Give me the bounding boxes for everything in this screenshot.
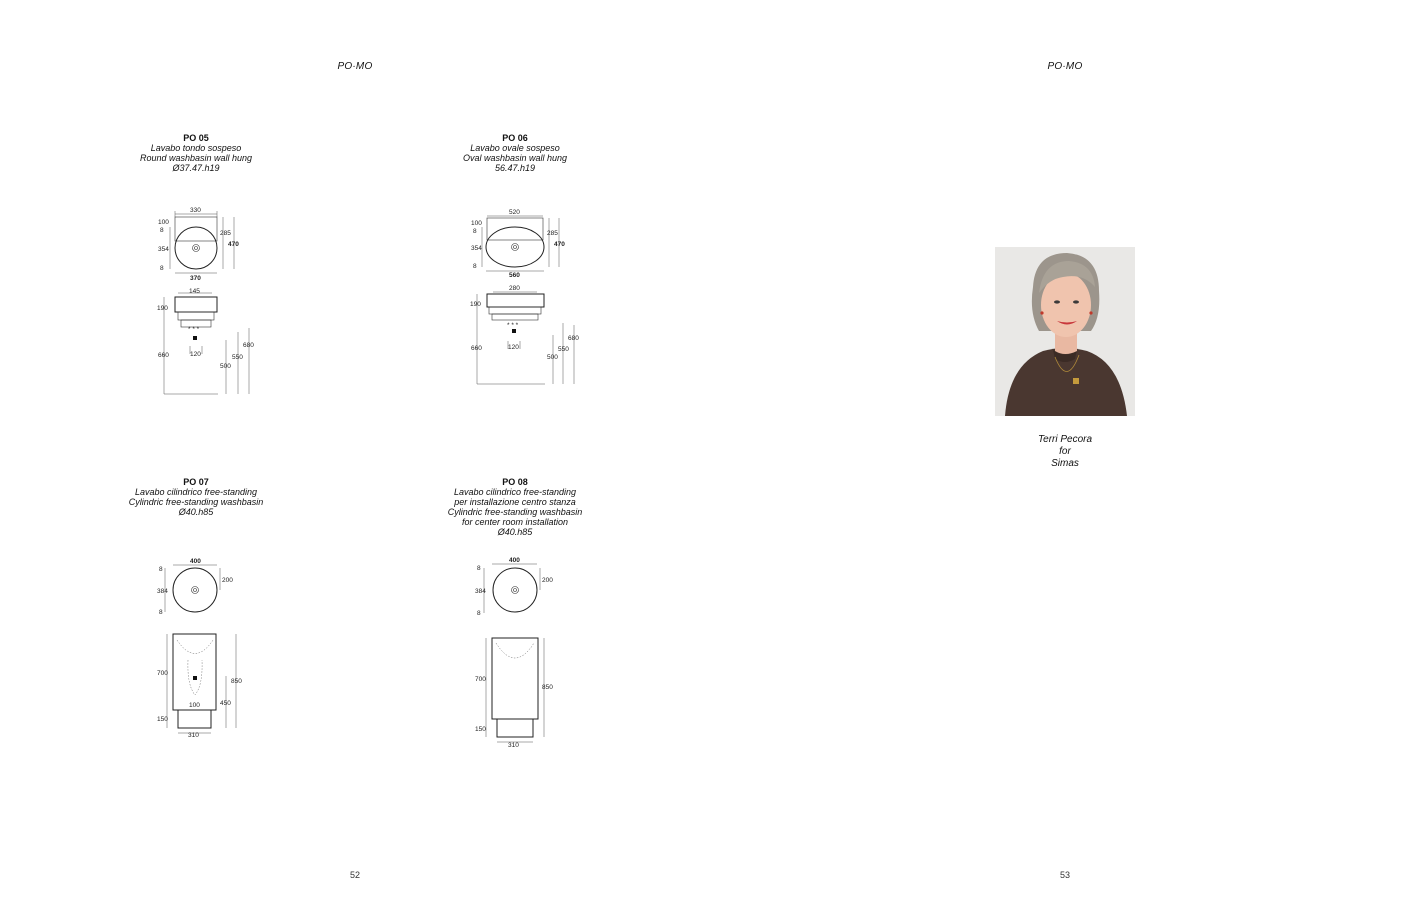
product-description-it-1: Lavabo cilindrico free-standing [453, 487, 577, 497]
product-code: PO 06 [502, 133, 528, 143]
svg-text:384: 384 [157, 588, 168, 595]
svg-text:660: 660 [471, 345, 482, 352]
svg-text:400: 400 [190, 558, 201, 565]
svg-text:8: 8 [159, 566, 163, 573]
product-description-it: Lavabo ovale sospeso [470, 143, 560, 153]
svg-text:8: 8 [477, 610, 481, 617]
svg-text:470: 470 [228, 241, 239, 248]
product-po08-title-block [405, 477, 625, 537]
svg-text:120: 120 [190, 351, 201, 358]
svg-text:500: 500 [220, 363, 231, 370]
svg-text:190: 190 [470, 301, 481, 308]
page-header: PO·MO [1047, 61, 1083, 72]
svg-text:200: 200 [542, 577, 553, 584]
svg-text:310: 310 [188, 732, 199, 739]
svg-text:8: 8 [477, 565, 481, 572]
po07-technical-drawing [150, 555, 260, 745]
svg-text:280: 280 [509, 285, 520, 292]
dim-label: 330 [190, 207, 201, 214]
svg-text:660: 660 [158, 352, 169, 359]
product-description-en: Round washbasin wall hung [139, 153, 253, 163]
right-page [710, 0, 1420, 904]
svg-text:500: 500 [547, 354, 558, 361]
svg-text:200: 200 [222, 577, 233, 584]
svg-text:470: 470 [554, 241, 565, 248]
page-number: 52 [350, 870, 361, 880]
product-description-en: Cylindric free-standing washbasin [128, 497, 264, 507]
svg-text:* * *: * * * [507, 322, 519, 329]
po06-technical-drawing [465, 205, 585, 390]
svg-text:450: 450 [220, 700, 231, 707]
svg-text:8: 8 [159, 609, 163, 616]
svg-text:520: 520 [509, 209, 520, 216]
product-description-en-1: Cylindric free-standing washbasin [447, 507, 583, 517]
product-code: PO 05 [183, 133, 209, 143]
product-dimensions: Ø40.h85 [497, 527, 533, 537]
product-dimensions: Ø37.47.h19 [172, 163, 220, 173]
svg-text:370: 370 [190, 275, 201, 282]
product-description-it: Lavabo tondo sospeso [150, 143, 242, 153]
svg-text:100: 100 [189, 702, 200, 709]
svg-text:850: 850 [542, 684, 553, 691]
po05-technical-drawing [150, 200, 270, 400]
designer-portrait-photo [995, 247, 1135, 416]
designer-name: Terri Pecora [1037, 434, 1093, 445]
product-description-it: Lavabo cilindrico free-standing [134, 487, 258, 497]
product-dimensions: 56.47.h19 [494, 163, 536, 173]
svg-text:680: 680 [568, 335, 579, 342]
product-description-en-2: for center room installation [461, 517, 569, 527]
svg-text:700: 700 [475, 676, 486, 683]
svg-text:310: 310 [508, 742, 519, 749]
svg-text:850: 850 [231, 678, 242, 685]
svg-text:560: 560 [509, 272, 520, 279]
svg-text:145: 145 [189, 288, 200, 295]
product-dimensions: Ø40.h85 [178, 507, 214, 517]
svg-text:354: 354 [471, 245, 482, 252]
svg-text:400: 400 [509, 557, 520, 564]
svg-text:700: 700 [157, 670, 168, 677]
svg-text:8: 8 [160, 227, 164, 234]
svg-text:354: 354 [158, 246, 169, 253]
svg-text:150: 150 [157, 716, 168, 723]
svg-text:285: 285 [547, 230, 558, 237]
brand-name: Simas [1051, 458, 1079, 469]
caption-for: for [1059, 446, 1071, 457]
svg-text:384: 384 [475, 588, 486, 595]
po08-technical-drawing [470, 555, 580, 750]
svg-text:100: 100 [158, 219, 169, 226]
svg-text:285: 285 [220, 230, 231, 237]
svg-text:8: 8 [160, 265, 164, 272]
portrait-caption [965, 434, 1165, 470]
svg-text:* * *: * * * [188, 326, 200, 333]
product-description-it-2: per installazione centro stanza [454, 497, 576, 507]
product-po05-title-block [86, 133, 306, 173]
svg-text:190: 190 [157, 305, 168, 312]
svg-text:8: 8 [473, 228, 477, 235]
product-code: PO 08 [502, 477, 528, 487]
product-po06-title-block [405, 133, 625, 173]
page-header: PO·MO [337, 61, 373, 72]
product-code: PO 07 [183, 477, 209, 487]
svg-text:680: 680 [243, 342, 254, 349]
svg-text:550: 550 [558, 346, 569, 353]
svg-text:150: 150 [475, 726, 486, 733]
page-number: 53 [1060, 870, 1071, 880]
svg-text:550: 550 [232, 354, 243, 361]
product-description-en: Oval washbasin wall hung [462, 153, 568, 163]
product-po07-title-block [86, 477, 306, 517]
svg-text:100: 100 [471, 220, 482, 227]
svg-text:120: 120 [508, 344, 519, 351]
svg-text:8: 8 [473, 263, 477, 270]
